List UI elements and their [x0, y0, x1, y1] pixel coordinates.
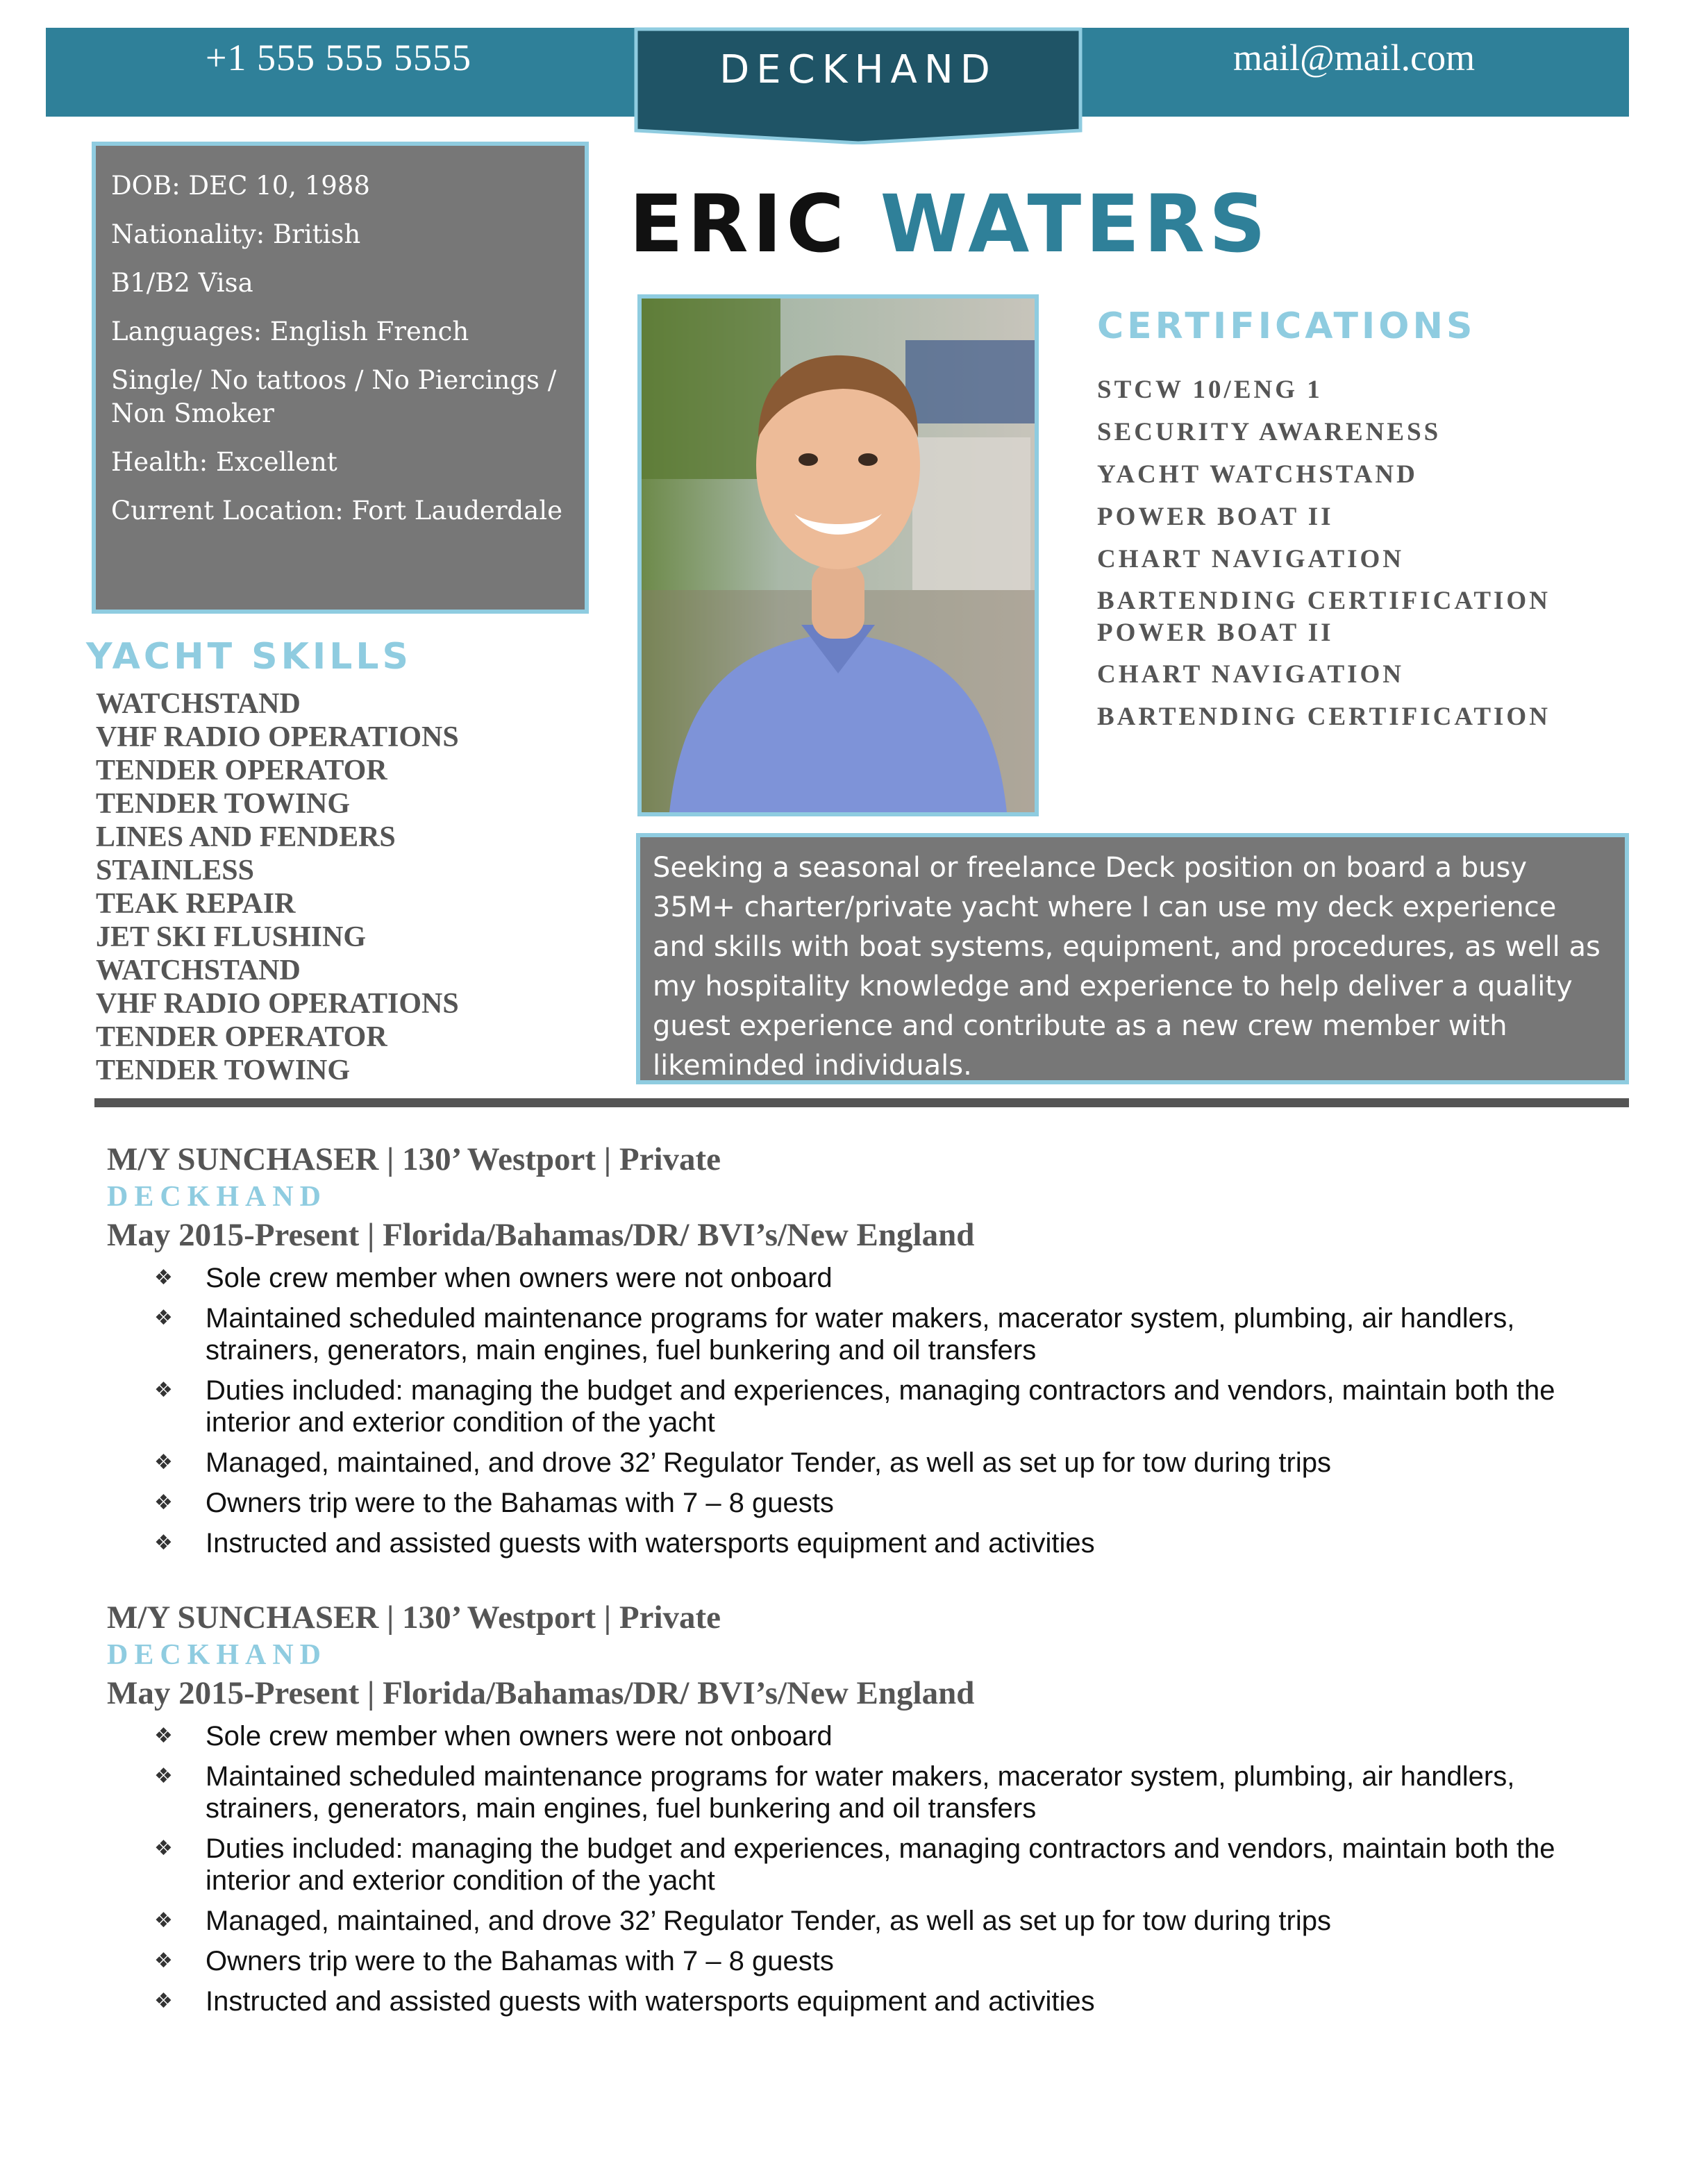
info-languages: Languages: English French — [111, 317, 469, 346]
skill-item: VHF RADIO OPERATIONS — [96, 988, 459, 1020]
diamond-bullet-icon: ❖ — [154, 1989, 173, 2013]
job-title: M/Y SUNCHASER | 130’ Westport | Private — [107, 1599, 721, 1636]
objective-text: Seeking a seasonal or freelance Deck position on board a busy 35M+ charter/private yacht where I can use my deck experience and skills with boat systems, equipment, and procedures, as well as my hospitality knowledge and experience to help deliver a quality guest experience and contribute as a new crew member with likeminded individuals. — [653, 852, 1601, 1082]
job-role: DECKHAND — [107, 1181, 328, 1213]
duty-item: ❖ Managed, maintained, and drove 32’ Regulator Tender, as well as set up for tow during trips — [154, 1906, 1331, 1936]
info-visa: B1/B2 Visa — [111, 268, 253, 298]
skill-item: TENDER OPERATOR — [96, 1021, 387, 1053]
skill-item: TEAK REPAIR — [96, 888, 296, 920]
last-name: WATERS — [880, 178, 1270, 270]
cert-item: BARTENDING CERTIFICATION POWER BOAT II — [1097, 587, 1551, 647]
cert-item: STCW 10/ENG 1 — [1097, 376, 1323, 404]
info-status: Single/ No tattoos / No Piercings / Non Smoker — [111, 365, 557, 428]
cert-item: POWER BOAT II — [1097, 503, 1334, 531]
diamond-bullet-icon: ❖ — [154, 1908, 173, 1933]
skill-item: TENDER TOWING — [96, 788, 351, 820]
diamond-bullet-icon: ❖ — [154, 1531, 173, 1555]
yacht-skills-heading: YACHT SKILLS — [86, 636, 412, 678]
certifications-list — [1097, 373, 1625, 743]
duty-item: ❖ Managed, maintained, and drove 32’ Regulator Tender, as well as set up for tow during trips — [154, 1447, 1331, 1478]
email-address[interactable]: mail@mail.com — [1233, 37, 1476, 78]
cert-item: BARTENDING CERTIFICATION — [1097, 703, 1551, 731]
duty-item: ❖ Duties included: managing the budget and experiences, managing contractors and vendors, maintain both the interior and exterior condition of the yacht — [154, 1833, 1555, 1896]
duty-item: ❖ Sole crew member when owners were not onboard — [154, 1721, 833, 1752]
diamond-bullet-icon: ❖ — [154, 1306, 173, 1330]
yacht-skills-list — [96, 687, 624, 1087]
portrait-icon — [642, 299, 1035, 812]
phone-number[interactable]: +1 555 555 5555 — [206, 37, 471, 78]
job-dates: May 2015-Present | Florida/Bahamas/DR/ BVI’s/New England — [107, 1675, 975, 1711]
job-role: DECKHAND — [107, 1639, 328, 1671]
skill-item: WATCHSTAND — [96, 955, 301, 986]
skill-item: STAINLESS — [96, 855, 255, 887]
skill-item: TENDER OPERATOR — [96, 755, 387, 787]
duties-list — [107, 1262, 1621, 1559]
diamond-bullet-icon: ❖ — [154, 1266, 173, 1290]
cert-item: CHART NAVIGATION — [1097, 660, 1405, 689]
diamond-bullet-icon: ❖ — [154, 1764, 173, 1788]
duty-item: ❖ Maintained scheduled maintenance programs for water makers, macerator system, plumbing, air handlers, strainers, generators, main engines, fuel bunkering and oil transfers — [154, 1303, 1515, 1366]
duty-item: ❖ Instructed and assisted guests with watersports equipment and activities — [154, 1528, 1095, 1559]
diamond-bullet-icon: ❖ — [154, 1949, 173, 1973]
diamond-bullet-icon: ❖ — [154, 1378, 173, 1402]
diamond-bullet-icon: ❖ — [154, 1490, 173, 1515]
first-name: ERIC — [629, 178, 849, 270]
certifications-heading: CERTIFICATIONS — [1097, 305, 1476, 347]
section-divider — [94, 1098, 1629, 1107]
duty-item: ❖ Instructed and assisted guests with watersports equipment and activities — [154, 1986, 1095, 2017]
skill-item: VHF RADIO OPERATIONS — [96, 721, 459, 753]
job-title: M/Y SUNCHASER | 130’ Westport | Private — [107, 1141, 721, 1177]
duty-item: ❖ Owners trip were to the Bahamas with 7 – 8 guests — [154, 1946, 834, 1976]
info-nationality: Nationality: British — [111, 219, 361, 249]
cert-item: CHART NAVIGATION — [1097, 545, 1405, 573]
objective-box — [636, 833, 1629, 1084]
experience-entry — [107, 1139, 1621, 1568]
info-dob: DOB: DEC 10, 1988 — [111, 171, 370, 201]
duty-item: ❖ Owners trip were to the Bahamas with 7 – 8 guests — [154, 1488, 834, 1518]
skill-item: TENDER TOWING — [96, 1055, 351, 1086]
diamond-bullet-icon: ❖ — [154, 1836, 173, 1860]
personal-info-box — [92, 142, 589, 614]
skill-item: JET SKI FLUSHING — [96, 921, 367, 953]
diamond-bullet-icon: ❖ — [154, 1724, 173, 1748]
skill-item: LINES AND FENDERS — [96, 821, 396, 853]
duties-list — [107, 1720, 1621, 2017]
info-health: Health: Excellent — [111, 447, 337, 477]
duty-item: ❖ Duties included: managing the budget and experiences, managing contractors and vendors, maintain both the interior and exterior condition of the yacht — [154, 1375, 1555, 1438]
info-location: Current Location: Fort Lauderdale — [111, 496, 562, 526]
skill-item: WATCHSTAND — [96, 688, 301, 720]
cert-item: SECURITY AWARENESS — [1097, 418, 1442, 446]
duty-item: ❖ Maintained scheduled maintenance programs for water makers, macerator system, plumbing, air handlers, strainers, generators, main engines, fuel bunkering and oil transfers — [154, 1761, 1515, 1824]
job-dates: May 2015-Present | Florida/Bahamas/DR/ BVI’s/New England — [107, 1217, 975, 1253]
experience-entry — [107, 1597, 1621, 2026]
role-title: DECKHAND — [719, 47, 997, 92]
duty-item: ❖ Sole crew member when owners were not onboard — [154, 1263, 833, 1293]
candidate-name — [629, 179, 1270, 269]
cert-item: YACHT WATCHSTAND — [1097, 460, 1418, 489]
profile-photo — [637, 294, 1039, 816]
diamond-bullet-icon: ❖ — [154, 1450, 173, 1475]
